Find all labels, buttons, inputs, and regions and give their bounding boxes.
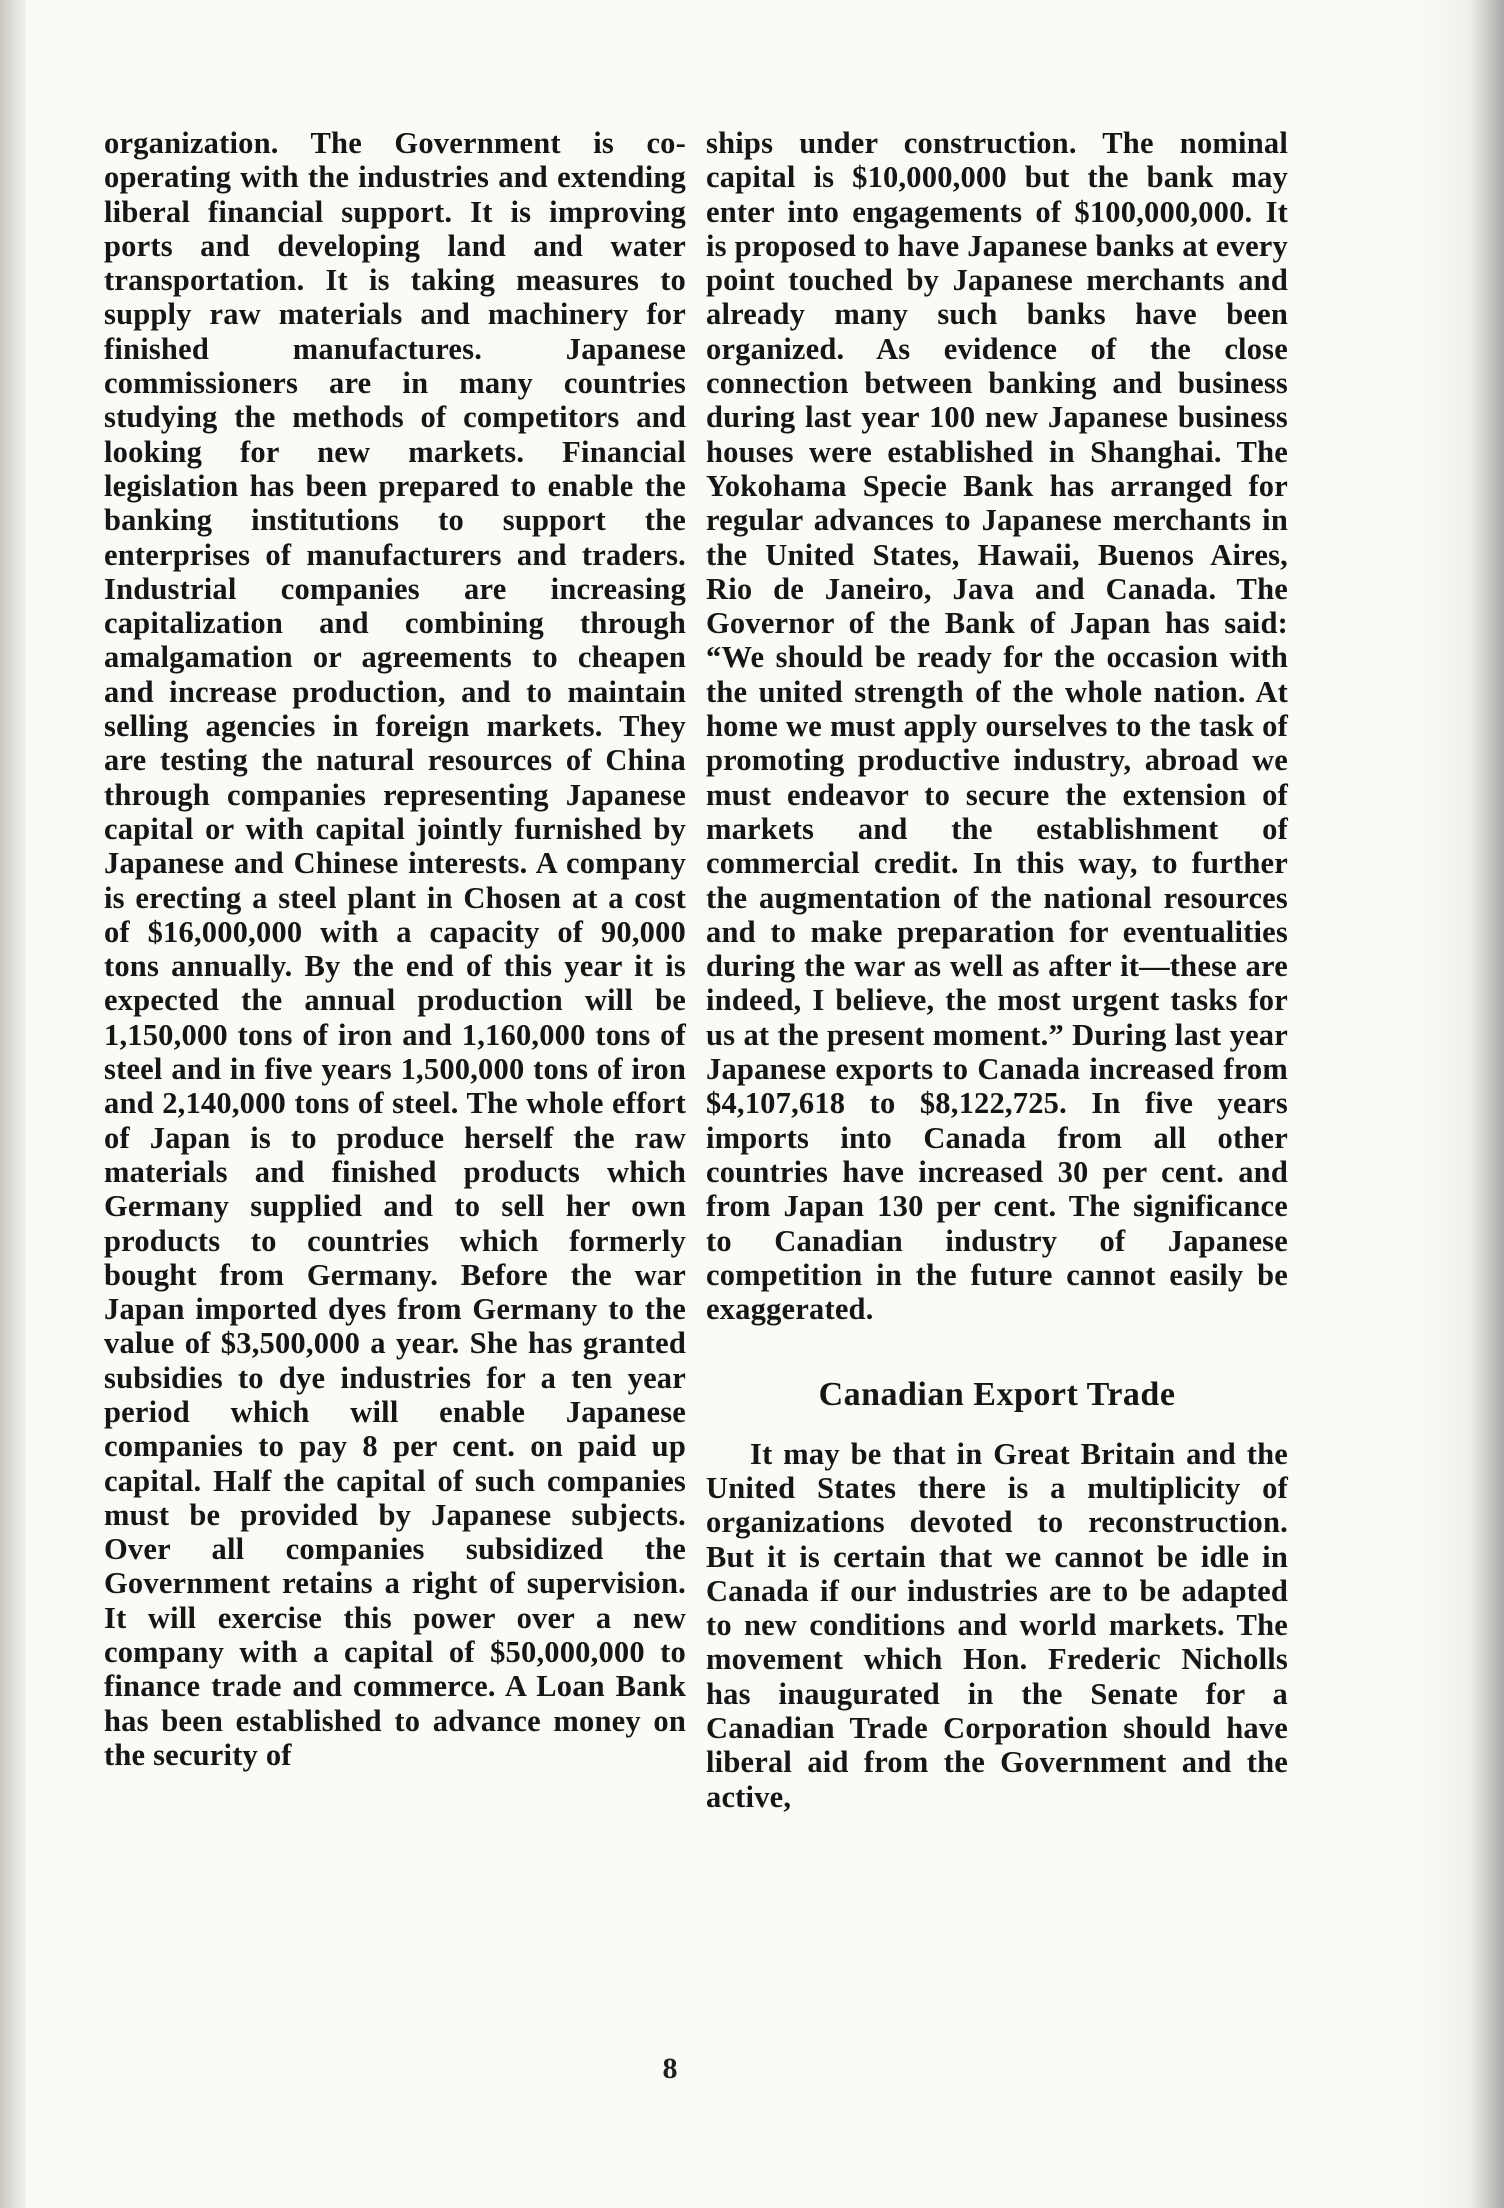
right-column-text-bottom: It may be that in Great Britain and the United States there is a multiplicity of organizations devoted to reconstruction. But it is certain that we cannot be idle in Canada if our industries are to be adapted to new conditions and world markets. The movement which Hon. Frederic Nicholls has inaugurated in the Senate for a Canadian Trade Corporation should have liberal aid from the Government and the active, bbox=[706, 1436, 1288, 1814]
page-edge bbox=[1420, 0, 1504, 2208]
right-column-text-top: ships under construction. The nominal capital is $10,000,000 but the bank may enter into engagements of $100,000,000. It is proposed to have Japanese banks at every point touched by Japanese merchants and already many such banks have been organized. As evidence of the close connection between banking and business during last year 100 new Japanese business houses were established in Shanghai. The Yokohama Specie Bank has arranged for regular advances to Japanese merchants in the United States, Hawaii, Buenos Aires, Rio de Janeiro, Java and Canada. The Governor of the Bank of Japan has said: “We should be ready for the occasion with the united strength of the whole nation. At home we must apply ourselves to the task of promoting productive industry, abroad we must endeavor to secure the extension of markets and the establishment of commercial credit. In this way, to further the augmentation of the national resources and to make preparation for eventualities during the war as well as after it—these are indeed, I believe, the most urgent tasks for us at the present moment.” During last year Japanese exports to Canada increased from $4,107,618 to $8,122,725. In five years imports into Canada from all other countries have increased 30 per cent. and from Japan 130 per cent. The significance to Canadian industry of Japanese competition in the future cannot easily be exaggerated. bbox=[706, 126, 1288, 1327]
page-binding-shadow bbox=[0, 0, 26, 2208]
left-column-text: organization. The Government is co-operating with the industries and extending liberal financial support. It is improving ports and developing land and water transportation. It is taking measures to supply raw materials and machinery for finished manufactures. Japanese commissioners are in many countries studying the methods of competitors and looking for new markets. Financial legislation has been prepared to enable the banking institutions to support the enterprises of manufacturers and traders. Industrial companies are increasing capitalization and combining through amalgamation or agreements to cheapen and increase production, and to maintain selling agencies in foreign markets. They are testing the natural resources of China through companies representing Japanese capital or with capital jointly furnished by Japanese and Chinese interests. A company is erecting a steel plant in Chosen at a cost of $16,000,000 with a capacity of 90,000 tons annually. By the end of this year it is expected the annual production will be 1,150,000 tons of iron and 1,160,000 tons of steel and in five years 1,500,000 tons of iron and 2,140,000 tons of steel. The whole effort of Japan is to produce herself the raw materials and finished products which Germany supplied and to sell her own products to countries which formerly bought from Germany. Before the war Japan imported dyes from Germany to the value of $3,500,000 a year. She has granted subsidies to dye industries for a ten year period which will enable Japanese companies to pay 8 per cent. on paid up capital. Half the capital of such companies must be provided by Japanese subjects. Over all companies subsidized the Government retains a right of supervision. It will exercise this power over a new company with a capital of $50,000,000 to finance trade and commerce. A Loan Bank has been established to advance money on the security of bbox=[104, 126, 686, 1772]
page-number: 8 bbox=[662, 2052, 678, 2085]
left-column bbox=[104, 126, 686, 1772]
section-heading: Canadian Export Trade bbox=[818, 1376, 1176, 1414]
right-column bbox=[706, 126, 1288, 1814]
